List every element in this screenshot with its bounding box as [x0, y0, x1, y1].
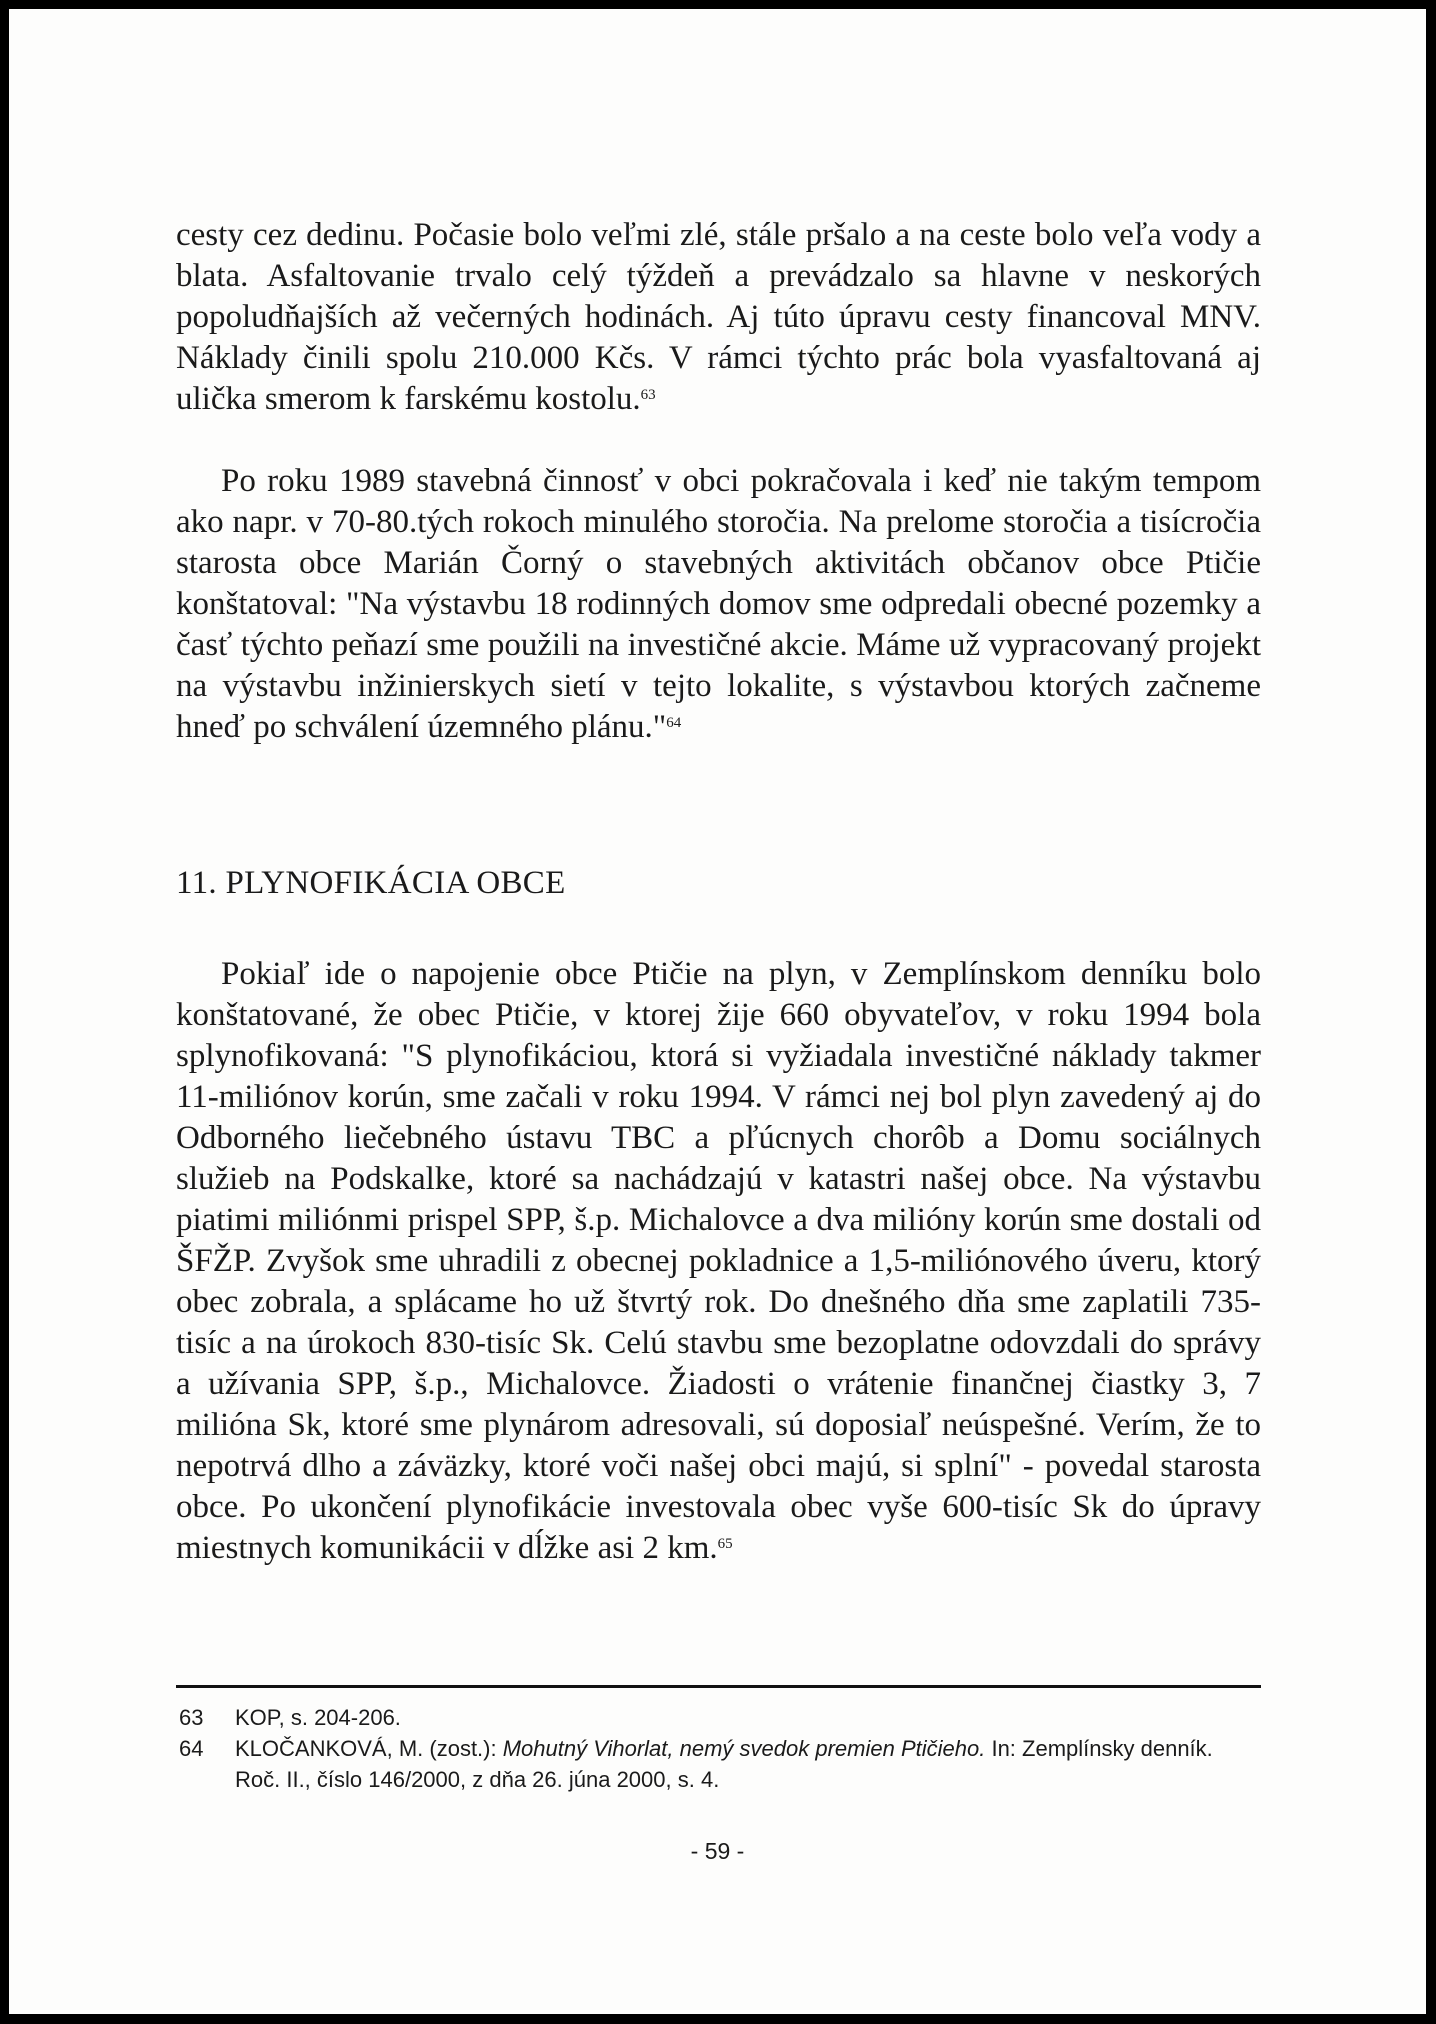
footnote-ref-64: 64	[666, 715, 682, 731]
body-paragraph-2	[176, 461, 1261, 748]
footnote-text-before: KLOČANKOVÁ, M. (zost.):	[235, 1736, 503, 1761]
footnote-text	[235, 1702, 1264, 1733]
paragraph-1-text: cesty cez dedinu. Počasie bolo veľmi zlé, stále pršalo a na ceste bolo veľa vody a blata. Asfaltovanie trvalo celý týždeň a prevádzalo sa hlavne v neskorých popoludňajších až večerných hodinách. Aj túto úpravu cesty financoval MNV. Náklady činili spolu 210.000 Kčs. V rámci týchto prác bola vyasfaltovaná aj ulička smerom k farskému kostolu.	[176, 217, 1261, 417]
section-heading: 11. PLYNOFIKÁCIA OBCE	[176, 865, 566, 901]
body-paragraph-3	[176, 954, 1261, 1569]
footnote-ref-65: 65	[717, 1536, 733, 1552]
footnote-63	[179, 1702, 1264, 1733]
paragraph-3-text: Pokiaľ ide o napojenie obce Ptičie na plyn, v Zemplínskom denníku bolo konštatované, že obec Ptičie, v ktorej žije 660 obyvateľov, v roku 1994 bola splynofikovaná: "S plynofikáciou, ktorá si vyžiadala investičné náklady takmer 11-miliónov korún, sme začali v roku 1994. V rámci nej bol plyn zavedený aj do Odborného liečebného ústavu TBC a pľúcnych chorôb a Domu sociálnych služieb na Podskalke, ktoré sa nachádzajú v katastri našej obce. Na výstavbu piatimi miliónmi prispel SPP, š.p. Michalovce a dva milióny korún sme dostali od ŠFŽP. Zvyšok sme uhradili z obecnej pokladnice a 1,5-miliónového úveru, ktorý obec zobrala, a splácame ho už štvrtý rok. Do dnešného dňa sme zaplatili 735-tisíc a na úrokoch 830-tisíc Sk. Celú stavbu sme bezoplatne odovzdali do správy a užívania SPP, š.p., Michalovce. Žiadosti o vrátenie finančnej čiastky 3, 7 milióna Sk, ktoré sme plynárom adresovali, sú doposiaľ neúspešné. Verím, že to nepotrvá dlho a záväzky, ktoré voči našej obci majú, si splní" - povedal starosta obce. Po ukončení plynofikácie investovala obec vyše 600-tisíc Sk do úpravy miestnych komunikácii v dĺžke asi 2 km.	[176, 956, 1261, 1566]
footnote-title-italic: Mohutný Vihorlat, nemý svedok premien Ptičieho.	[502, 1736, 986, 1761]
footnote-text	[235, 1733, 1264, 1795]
footnote-number: 63	[179, 1705, 204, 1730]
footnote-divider	[176, 1685, 1261, 1688]
footnote-number: 64	[179, 1736, 204, 1761]
footnote-text-plain: KOP, s. 204-206.	[235, 1705, 401, 1730]
footnote-ref-63: 63	[640, 387, 656, 403]
page-number: - 59 -	[690, 1838, 745, 1864]
paragraph-2-text: Po roku 1989 stavebná činnosť v obci pokračovala i keď nie takým tempom ako napr. v 70-80.tých rokoch minulého storočia. Na prelome storočia a tisícročia starosta obce Marián Čorný o stavebných aktivitách občanov obce Ptičie konštatoval: "Na výstavbu 18 rodinných domov sme odpredali obecné pozemky a časť týchto peňazí sme použili na investičné akcie. Máme už vypracovaný projekt na výstavbu inžinierskych sietí v tejto lokalite, s výstavbou ktorých začneme hneď po schválení územného plánu."	[176, 463, 1261, 745]
footnote-text-after: In: Zemplínsky denník. Roč. II., číslo 146/2000, z dňa 26. júna 2000, s. 4.	[235, 1736, 1213, 1792]
footnote-64	[179, 1733, 1264, 1795]
footnotes	[179, 1702, 1264, 1795]
body-paragraph-1	[176, 215, 1261, 420]
